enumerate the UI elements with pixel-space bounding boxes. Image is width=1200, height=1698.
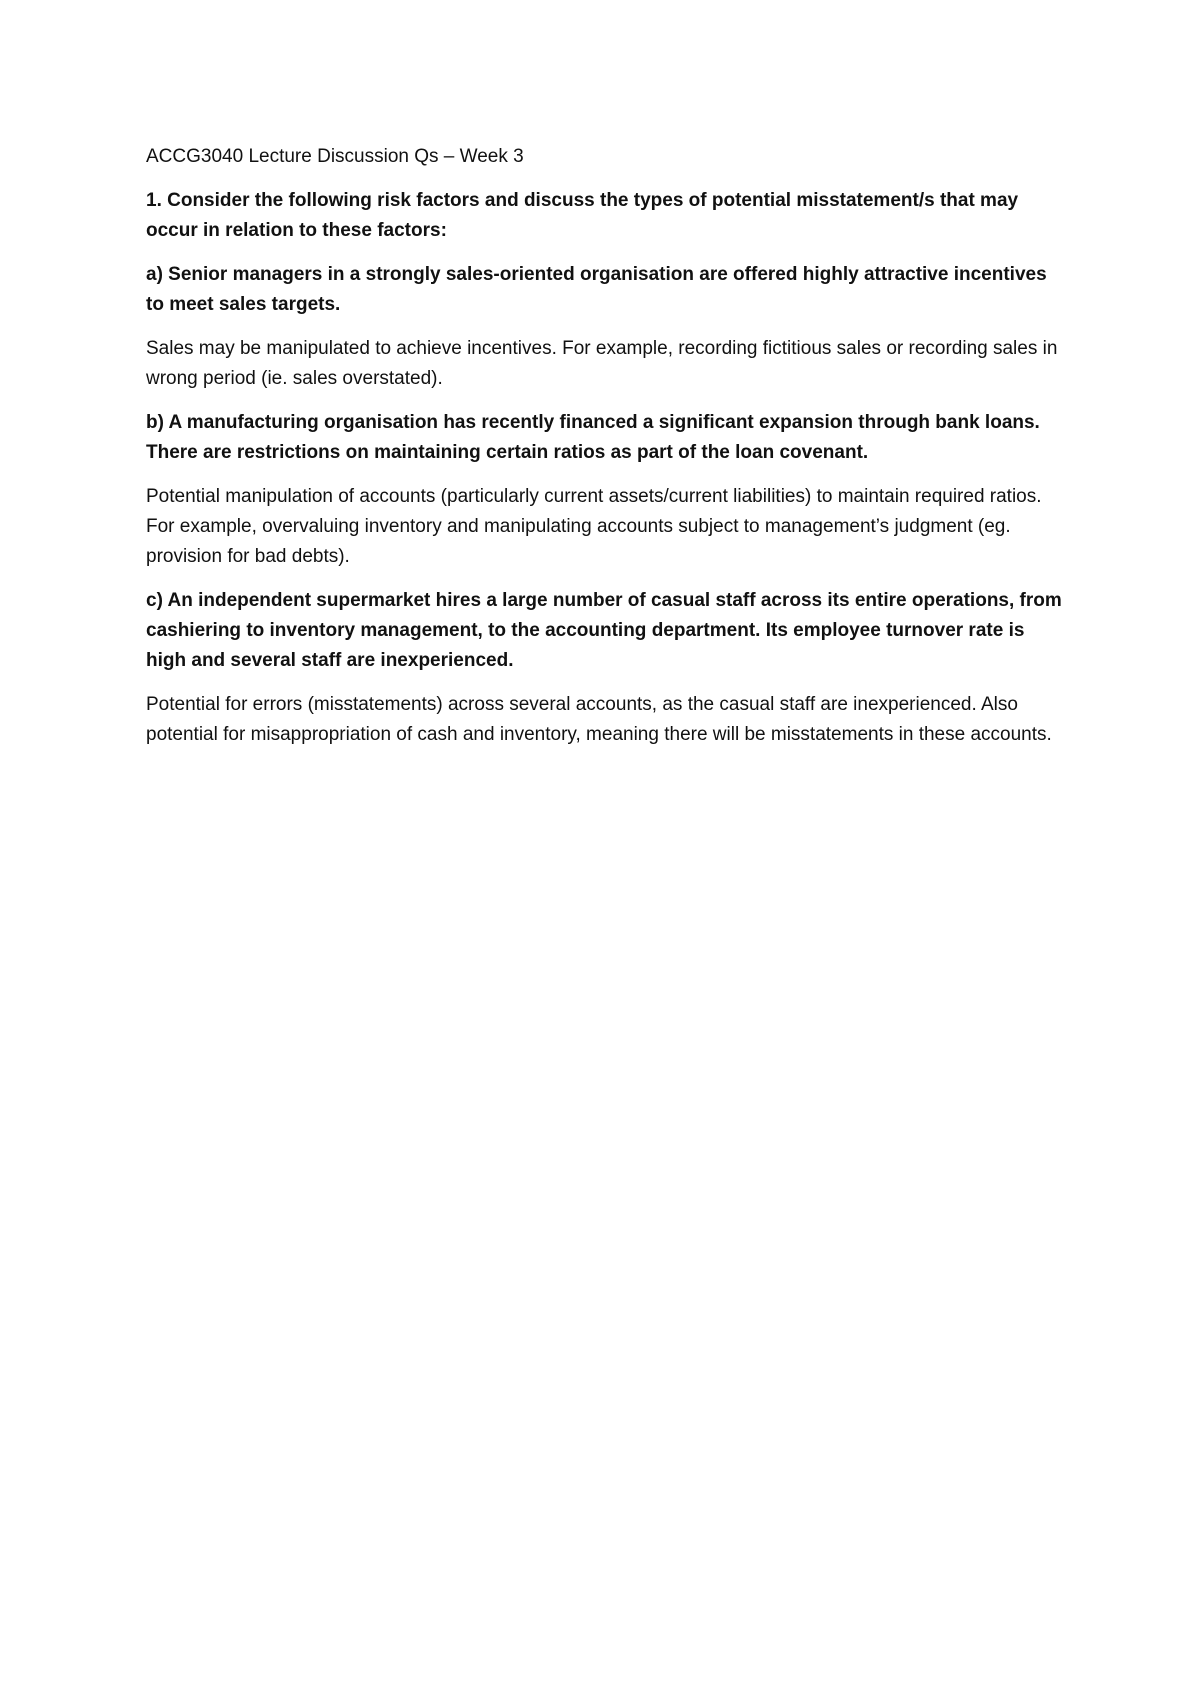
question-1: 1. Consider the following risk factors and discuss the types of potential misstatement/s that may occur in relation to these factors: xyxy=(146,190,1019,241)
question-a-answer: Sales may be manipulated to achieve incentives. For example, recording fictitious sales or recording sales in wrong period (ie. sales overstated). xyxy=(146,338,1058,389)
question-b-prompt: b) A manufacturing organisation has recently financed a significant expansion through bank loans. There are restrictions on maintaining certain ratios as part of the loan covenant. xyxy=(146,412,1040,463)
question-a-prompt: a) Senior managers in a strongly sales-oriented organisation are offered highly attractive incentives to meet sales targets. xyxy=(146,264,1047,315)
question-b-answer: Potential manipulation of accounts (particularly current assets/current liabilities) to maintain required ratios. For example, overvaluing inventory and manipulating accounts subject to management’s judgment (eg. provision for bad debts). xyxy=(146,486,1042,567)
question-c-answer: Potential for errors (misstatements) across several accounts, as the casual staff are inexperienced. Also potential for misappropriation of cash and inventory, meaning there will be misstatements in these accounts. xyxy=(146,694,1052,745)
document-body xyxy=(146,142,1066,764)
question-c-prompt: c) An independent supermarket hires a large number of casual staff across its entire operations, from cashiering to inventory management, to the accounting department. Its employee turnover rate is high and several staff are inexperienced. xyxy=(146,590,1062,671)
document-title: ACCG3040 Lecture Discussion Qs – Week 3 xyxy=(146,146,524,167)
